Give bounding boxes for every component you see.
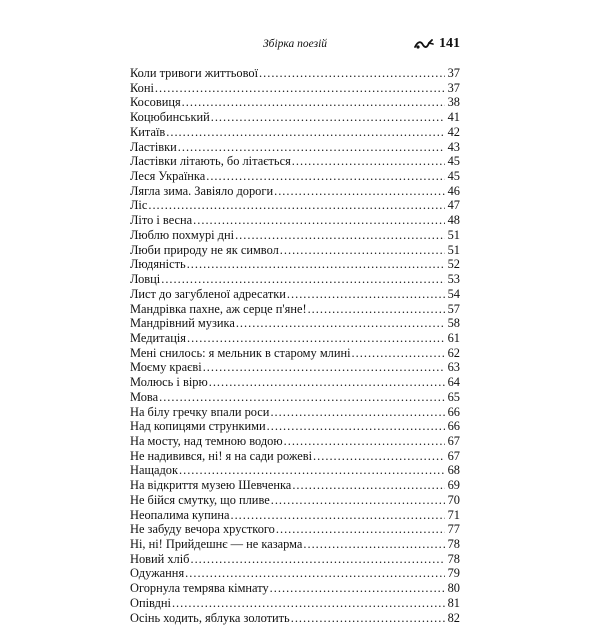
toc-leader-dots (161, 272, 445, 287)
toc-entry-page: 66 (447, 419, 460, 434)
toc-entry-title: Мова (130, 389, 159, 404)
toc-entry-page: 37 (447, 80, 460, 95)
toc-leader-dots (190, 552, 445, 567)
toc-entry-page: 61 (447, 330, 460, 345)
toc-entry[interactable] (130, 331, 460, 346)
toc-entry-title: Ловці (130, 272, 161, 287)
toc-entry-page: 67 (447, 433, 460, 448)
toc-leader-dots (291, 611, 445, 625)
toc-entry-title: Коли тривоги життьової (130, 66, 259, 80)
toc-entry-page: 67 (447, 448, 460, 463)
page-number-block (414, 36, 460, 52)
toc-entry[interactable] (130, 375, 460, 390)
toc-leader-dots (274, 184, 445, 199)
toc-entry-page: 51 (447, 227, 460, 242)
toc-entry[interactable] (130, 169, 460, 184)
toc-entry-title: Лист до загубленої адресатки (130, 286, 286, 301)
toc-entry-page: 71 (447, 507, 460, 522)
toc-entry[interactable] (130, 287, 460, 302)
toc-entry-title: Лягла зима. Завіяло дороги (130, 183, 274, 198)
toc-leader-dots (303, 537, 445, 552)
toc-entry-page: 78 (447, 551, 460, 566)
toc-leader-dots (179, 463, 445, 478)
toc-leader-dots (185, 566, 445, 581)
toc-entry-title: Ластівки (130, 139, 177, 154)
toc-leader-dots (313, 449, 445, 464)
toc-entry[interactable] (130, 434, 460, 449)
toc-entry-page: 48 (447, 213, 460, 228)
toc-entry-title: Мандрівка пахне, аж серце п'яне! (130, 301, 307, 316)
toc-entry-page: 43 (447, 139, 460, 154)
toc-entry[interactable] (130, 493, 460, 508)
toc-entry-title: Новий хліб (130, 551, 190, 566)
toc-entry-page: 82 (447, 610, 460, 625)
toc-entry[interactable] (130, 184, 460, 199)
toc-leader-dots (259, 66, 445, 81)
toc-entry[interactable] (130, 272, 460, 287)
toc-entry-title: Люблю похмурі дні (130, 227, 235, 242)
toc-entry-page: 45 (447, 154, 460, 169)
toc-entry-page: 45 (447, 169, 460, 184)
toc-entry-page: 64 (447, 375, 460, 390)
toc-entry-page: 52 (447, 257, 460, 272)
toc-entry-title: Ні, ні! Прийдешнє — не казарма (130, 537, 303, 551)
toc-leader-dots (230, 508, 445, 523)
toc-leader-dots (155, 81, 445, 96)
toc-entry[interactable] (130, 198, 460, 213)
toc-entry-page: 41 (447, 110, 460, 125)
toc-entry-title: На білу гречку впали роси (130, 404, 270, 419)
toc-entry-title: Ліс (130, 198, 148, 213)
toc-leader-dots (287, 287, 445, 302)
toc-leader-dots (178, 140, 445, 155)
toc-entry-page: 51 (447, 242, 460, 257)
toc-entry-title: Не забуду вечора хрусткого (130, 522, 275, 537)
toc-entry-title: Мені снилось: я мельник в старому млині (130, 345, 351, 360)
toc-entry[interactable] (130, 81, 460, 96)
toc-entry-title: Коні (130, 80, 154, 95)
toc-entry[interactable] (130, 522, 460, 537)
toc-leader-dots (271, 493, 445, 508)
toc-entry-page: 80 (447, 581, 460, 596)
toc-leader-dots (267, 419, 445, 434)
toc-entry-title: Ластівки літають, бо літається (130, 154, 291, 169)
toc-entry-page: 47 (447, 198, 460, 213)
toc-entry[interactable] (130, 508, 460, 523)
toc-entry[interactable] (130, 478, 460, 493)
page-header (130, 36, 460, 56)
book-title: Збірка поезій (262, 38, 328, 50)
toc-entry-title: На мосту, над темною водою (130, 433, 283, 448)
toc-entry-title: Одужання (130, 566, 185, 581)
toc-entry[interactable] (130, 537, 460, 552)
toc-leader-dots (182, 95, 445, 110)
toc-entry-page: 65 (447, 389, 460, 404)
toc-entry-title: Над копицями стрункими (130, 419, 266, 434)
toc-entry-title: Коцюбинський (130, 110, 210, 125)
toc-entry[interactable] (130, 449, 460, 464)
toc-entry-page: 54 (447, 286, 460, 301)
toc-entry-page: 77 (447, 522, 460, 537)
toc-leader-dots (172, 596, 445, 611)
toc-leader-dots (187, 257, 445, 272)
toc-entry-page: 57 (447, 301, 460, 316)
toc-entry[interactable] (130, 95, 460, 110)
toc-leader-dots (236, 316, 445, 331)
toc-leader-dots (276, 522, 445, 537)
toc-entry-page: 81 (447, 595, 460, 610)
toc-entry-page: 70 (447, 492, 460, 507)
toc-entry-title: Люби природу не як символ (130, 242, 279, 257)
toc-entry[interactable] (130, 346, 460, 361)
toc-entry-page: 53 (447, 272, 460, 287)
toc-entry[interactable] (130, 302, 460, 317)
toc-leader-dots (270, 405, 445, 420)
toc-entry-title: Мандрівний музика (130, 316, 235, 331)
toc-leader-dots (292, 478, 445, 493)
toc-leader-dots (280, 243, 445, 258)
toc-entry[interactable] (130, 390, 460, 405)
toc-leader-dots (352, 346, 445, 361)
toc-entry-page: 62 (447, 345, 460, 360)
toc-entry-page: 58 (447, 316, 460, 331)
toc-entry[interactable] (130, 611, 460, 625)
toc-entry-page: 78 (447, 537, 460, 551)
toc-leader-dots (159, 390, 445, 405)
toc-entry-page: 63 (447, 360, 460, 375)
toc-entry-title: Неопалима купина (130, 507, 230, 522)
toc-entry-title: Літо і весна (130, 213, 193, 228)
toc-entry-title: Опівдні (130, 595, 171, 610)
toc-leader-dots (292, 154, 445, 169)
toc-leader-dots (203, 360, 445, 375)
toc-leader-dots (270, 581, 445, 596)
toc-leader-dots (308, 302, 445, 317)
toc-leader-dots (166, 125, 445, 140)
toc-entry[interactable] (130, 316, 460, 331)
toc-entry-page: 69 (447, 478, 460, 493)
toc-entry[interactable] (130, 243, 460, 258)
toc-entry[interactable] (130, 228, 460, 243)
toc-entry-title: Осінь ходить, яблука золотить (130, 610, 290, 625)
toc-leader-dots (193, 213, 445, 228)
toc-entry-page: 68 (447, 463, 460, 478)
toc-entry-title: Не бійся смутку, що пливе (130, 492, 270, 507)
toc-entry-title: Огорнула темрява кімнату (130, 581, 269, 596)
toc-entry[interactable] (130, 125, 460, 140)
toc-leader-dots (187, 331, 445, 346)
toc-entry-title: Людяність (130, 257, 186, 272)
toc-entry-title: Леся Українка (130, 169, 206, 184)
toc-entry[interactable] (130, 581, 460, 596)
toc-entry-page: 38 (447, 95, 460, 110)
toc-entry[interactable] (130, 140, 460, 155)
toc-entry-page: 79 (447, 566, 460, 581)
toc-entry[interactable] (130, 257, 460, 272)
toc-entry-title: Моєму краєві (130, 360, 202, 375)
toc-entry-page: 46 (447, 183, 460, 198)
toc-entry[interactable] (130, 405, 460, 420)
toc-entry[interactable] (130, 154, 460, 169)
toc-leader-dots (209, 375, 445, 390)
toc-entry-title: На відкриття музею Шевченка (130, 478, 292, 493)
toc-entry-title: Китаїв (130, 124, 166, 139)
toc-entry-page: 66 (447, 404, 460, 419)
toc-leader-dots (235, 228, 445, 243)
toc-entry-title: Косовиця (130, 95, 181, 110)
toc-entry[interactable] (130, 66, 460, 81)
toc-entry[interactable] (130, 110, 460, 125)
toc-leader-dots (284, 434, 445, 449)
table-of-contents (130, 66, 460, 625)
ornament-icon (414, 38, 434, 50)
toc-entry[interactable] (130, 596, 460, 611)
toc-entry-page: 42 (447, 124, 460, 139)
toc-entry-title: Не надивився, ні! я на сади рожеві (130, 448, 313, 463)
toc-entry[interactable] (130, 552, 460, 567)
toc-entry[interactable] (130, 566, 460, 581)
toc-entry-title: Нащадок (130, 463, 179, 478)
toc-leader-dots (206, 169, 445, 184)
toc-entry[interactable] (130, 360, 460, 375)
page-number: 141 (439, 36, 460, 51)
toc-entry-title: Медитація (130, 330, 186, 345)
toc-entry[interactable] (130, 463, 460, 478)
toc-entry-title: Молюсь і вірю (130, 375, 208, 390)
toc-leader-dots (211, 110, 445, 125)
toc-entry[interactable] (130, 213, 460, 228)
toc-entry[interactable] (130, 419, 460, 434)
toc-entry-page: 37 (447, 66, 460, 80)
toc-leader-dots (148, 198, 445, 213)
